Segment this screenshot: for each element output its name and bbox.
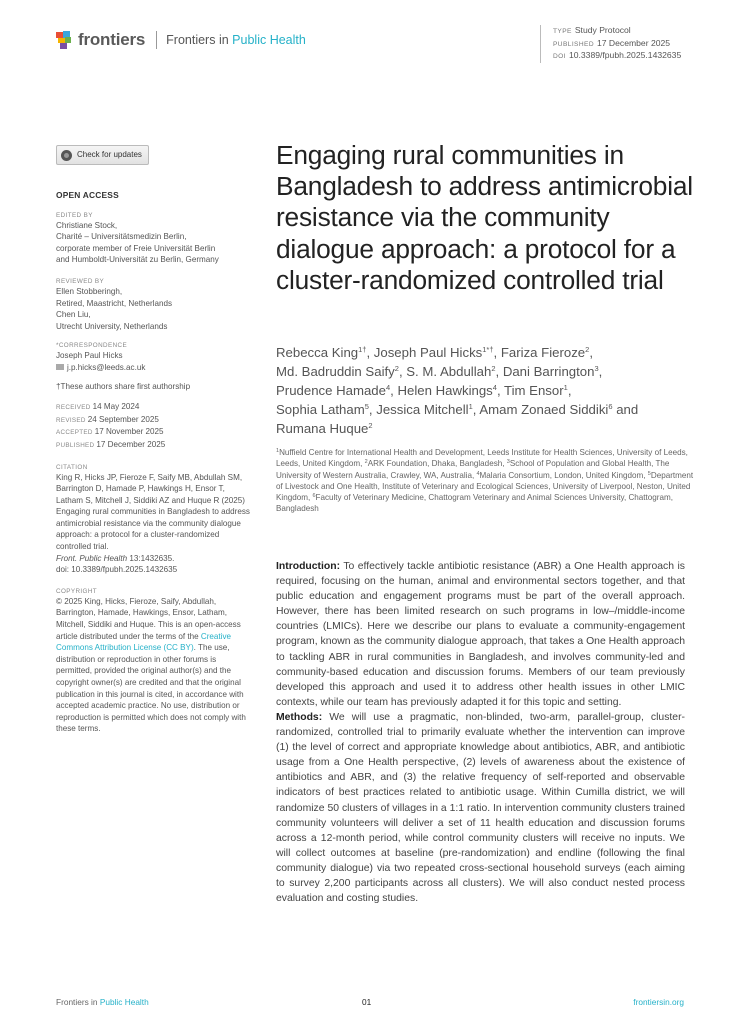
editor-affil: and Humboldt-Universität zu Berlin, Germany (56, 255, 219, 265)
frontiers-logo-icon (56, 31, 74, 49)
header-divider (156, 31, 157, 49)
editor-name: Christiane Stock, (56, 220, 118, 230)
publisher-wordmark[interactable]: frontiers (78, 30, 146, 49)
affiliation: School of Population and Global Health, The University of Western Australia, Crawley, WA, Australia, (276, 459, 670, 480)
author[interactable]: Fariza Fieroze$^2$ (500, 345, 590, 360)
author[interactable]: Sophia Latham$^5$ (276, 401, 369, 417)
abstract-introduction (276, 559, 685, 710)
author[interactable]: Joseph Paul Hicks$^{1*\dagger}$ (373, 345, 494, 360)
affiliation: ARK Foundation, Dhaka, Bangladesh, (367, 459, 507, 469)
page-number: 01 (362, 997, 372, 1007)
journal-name[interactable] (166, 33, 306, 47)
journal-header (56, 30, 306, 50)
methods-text: We will use a pragmatic, non-blinded, two-arm, parallel-group, cluster-randomized, controlled trial to primarily evaluate whether the intervention can improve (1) the level of correct and appropriate knowledge about antibiotics, ABR, and antibiotic usage from a One Health perspective, (2) levels of awareness about the existence of antibiotics and ABR, and (3) the relative frequency of self-reported and observable indicators of best practices related to antibiotic usage. Within Cumilla district, we will randomize 50 clusters of villages in a 1:1 ratio. In intervention community clusters trained community volunteers will deliver a set of 11 health education and discussion forums across a 12-month period, while control community clusters will receive no inputs. We will collect outcomes at baseline (pre-randomization) and endline (following the final community dialogue) via two repeated cross-sectional household surveys (each aiming to survey 2,200 participants across all clusters). We will also conduct nested process evaluation and costing studies. (276, 711, 685, 905)
journal-title: Public Health (232, 33, 306, 47)
copyright-body-cont: . The use, distribution or reproduction in other forums is permitted, provided the original author(s) and the copyright owner(s) are credited and that the original publication in this journal is cited, in accordance with accepted academic practice. No use, distribution or reproduction is permitted which does not comply with these terms. (56, 643, 246, 734)
author[interactable]: Prudence Hamade$^4$ (276, 382, 391, 398)
citation-text (56, 472, 252, 576)
footer-site-link[interactable] (633, 997, 684, 1007)
author[interactable]: Rebecca King$^{1\dagger}$ (276, 345, 367, 360)
author[interactable]: Rumana Huque$^2$ (276, 420, 373, 436)
published-date: 17 December 2025 (96, 439, 166, 449)
open-access-label: OPEN ACCESS (56, 190, 119, 200)
sidebar (56, 145, 252, 735)
type-label: TYPE (553, 28, 572, 35)
author[interactable]: Amam Zonaed Siddiki$^6$ (479, 401, 613, 417)
reviewer-name: Chen Liu, (56, 310, 91, 320)
editor-info (56, 220, 252, 266)
published-label: PUBLISHED (56, 441, 95, 449)
crossmark-icon (61, 150, 72, 161)
author[interactable]: Dani Barrington$^3$ (502, 363, 599, 379)
edited-by-label: EDITED BY (56, 211, 93, 219)
affiliation: Faculty of Veterinary Medicine, Chattogram Veterinary and Animal Sciences University, Chattogram, Bangladesh (276, 493, 673, 514)
revised-label: REVISED (56, 416, 86, 424)
reviewer-affil: Utrecht University, Netherlands (56, 321, 168, 331)
accepted-date: 17 November 2025 (94, 427, 164, 437)
affiliation: Nuffield Centre for International Health and Development, Leeds Institute for Health Sciences, University of Leeds, Leeds, United Kingdom, (276, 448, 688, 469)
check-for-updates-button[interactable] (56, 145, 149, 165)
introduction-heading: Introduction: (276, 561, 341, 572)
received-label: RECEIVED (56, 404, 91, 412)
author[interactable]: Md. Badruddin Saify$^2$ (276, 363, 399, 379)
check-updates-label: Check for updates (77, 150, 142, 160)
citation-label: CITATION (56, 463, 88, 471)
footer-journal-prefix: Frontiers in (56, 997, 98, 1007)
copyright-label: COPYRIGHT (56, 587, 98, 595)
correspondence-label: *CORRESPONDENCE (56, 342, 128, 350)
journal-prefix: Frontiers in (166, 33, 229, 47)
author[interactable]: Helen Hawkings$^4$ (397, 382, 497, 398)
accepted-label: ACCEPTED (56, 429, 93, 437)
article-title: Engaging rural communities in Bangladesh to address antimicrobial resistance via the community dialogue approach: a protocol for a cluster-randomized controlled trial (276, 140, 693, 295)
correspondence-name: Joseph Paul Hicks (56, 351, 123, 361)
reviewer-info (56, 286, 252, 332)
published-value: 17 December 2025 (596, 37, 671, 48)
reviewer-name: Ellen Stobberingh, (56, 286, 123, 296)
correspondence-email[interactable]: j.p.hicks@leeds.ac.uk (67, 362, 146, 372)
copyright-text (56, 596, 252, 735)
correspondence-email-row (56, 362, 252, 374)
author[interactable]: Jessica Mitchell$^1$ (376, 401, 473, 417)
site-url: frontiersin.org (633, 997, 684, 1007)
published-label: PUBLISHED (553, 40, 594, 48)
article-meta (540, 25, 681, 63)
revised-date: 24 September 2025 (87, 414, 159, 424)
citation-body: King R, Hicks JP, Fieroze F, Saify MB, Abdullah SM, Barrington D, Hamade P, Hawkings H, Ensor T, Latham S, Mitchell J, Siddiki AZ and Huque R (2025) Engaging rural communities in Bangladesh to address antimicrobial resistance via the community dialogue approach: a protocol for a cluster-randomized controlled trial. (56, 472, 250, 552)
footer-journal[interactable] (56, 997, 149, 1007)
affiliation: Department of Livestock and One Health, Institute of Veterinary and Ecological Sciences, University of Liverpool, Neston, United Kingdom, (276, 470, 694, 503)
cc-by-license-link[interactable]: Creative Commons Attribution License (CC BY) (56, 631, 232, 653)
abstract-methods (276, 710, 685, 906)
methods-heading: Methods: (276, 711, 323, 723)
reviewed-by-label: REVIEWED BY (56, 277, 105, 285)
reviewer-affil: Retired, Maastricht, Netherlands (56, 298, 173, 308)
introduction-text: To effectively tackle antibiotic resistance (ABR) a One Health approach is required, focusing on the human, animal and environmental sectors together, and that public education and engagement programs must be part of the overall approach. However, there has been limited research on such programs in low–/middle-income countries (LMICs). Here we describe our plans to evaluate a community-engagement program, known as the community dialogue approach, that takes a One Health approach to tackling ABR in rural communities in Bangladesh, and involves community-led and community-based education and discussion forums. Members of our team previously developed this approach and used it to address other health issues in other LMIC contexts, while our team has previously adapted it for this topic and setting. (276, 561, 685, 708)
author-list: Rebecca King$^{1\dagger}$, Joseph Paul Hicks$^{1*\dagger}$, Fariza Fieroze$^2$, Md. Badruddin Saify$^2$, S. M. Abdullah$^2$, Dani Barrington$^3$, Prudence Hamade$^4$, Helen Hawkings$^4$, Tim Ensor$^1$, Sophia Latham$^5$, Jessica Mitchell$^1$, Amam Zonaed Siddiki$^6$ and Rumana Huque$^2$ (276, 345, 639, 436)
type-value: Study Protocol (574, 25, 631, 35)
citation-journal: Front. Public Health (56, 553, 128, 563)
editor-affil: corporate member of Freie Universität Berlin (56, 243, 216, 253)
affiliations: $^1$Nuffield Centre for International Health and Development, Leeds Institute for Health Sciences, University of Leeds, Leeds, United Kingdom, $^2$ARK Foundation, Dhaka, Bangladesh, $^3$School of Population and Global Health, The University of Western Australia, Crawley, WA, Australia, $^4$Malaria Consortium, London, United Kingdom, $^5$Department of Livestock and One Health, Institute of Veterinary and Ecological Sciences, University of Liverpool, Neston, United Kingdom, $^6$Faculty of Veterinary Medicine, Chattogram Veterinary and Animal Sciences University, Chattogram, Bangladesh (276, 448, 694, 514)
citation-doi[interactable]: doi: 10.3389/fpubh.2025.1432635 (56, 565, 178, 575)
footer-journal-name: Public Health (99, 997, 149, 1007)
editor-affil: Charité – Universitätsmedizin Berlin, (56, 232, 187, 242)
citation-volume: 13:1432635. (127, 553, 175, 563)
copyright-body: © 2025 King, Hicks, Fieroze, Saify, Abdullah, Barrington, Hamade, Hawkings, Ensor, Latham, Mitchell, Siddiki and Huque. This is an open-access article distributed under the terms of the (56, 596, 241, 641)
author[interactable]: S. M. Abdullah$^2$ (406, 363, 496, 379)
received-date: 14 May 2024 (92, 402, 140, 412)
article-dates (56, 401, 252, 451)
authorship-footnote: †These authors share first authorship (56, 381, 191, 391)
email-icon (56, 364, 64, 370)
doi-label: DOI (553, 53, 566, 60)
abstract (276, 559, 685, 906)
author[interactable]: Tim Ensor$^1$ (504, 382, 568, 398)
doi-value[interactable]: 10.3389/fpubh.2025.1432635 (568, 50, 682, 60)
affiliation: Malaria Consortium, London, United Kingdom, (479, 470, 648, 480)
